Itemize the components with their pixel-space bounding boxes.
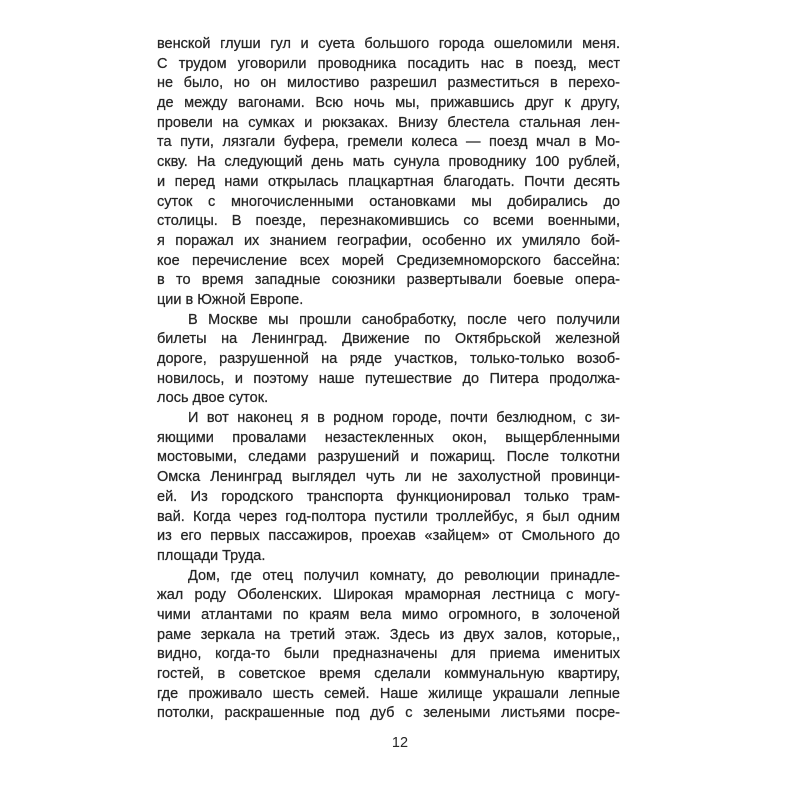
text-line: ции в Южной Европе. <box>157 291 304 308</box>
text-line: кое перечисление всех морей Средиземноморского бассейна: <box>157 252 620 269</box>
paragraph <box>157 409 620 567</box>
text-line: дороге, разрушенной на ряде участков, только-только возоб- <box>157 351 620 367</box>
text-line: в то время западные союзники развертывали боевые опера- <box>157 272 620 289</box>
text-line: провели на сумках и рюкзаках. Внизу блестела стальная лен- <box>157 114 620 131</box>
text-line: видно, когда-то были предназначены для приема именитых <box>157 646 620 663</box>
text-line: суток с многочисленными остановками мы добирались до <box>157 193 620 210</box>
text-line: С трудом уговорили проводника посадить нас в поезд, мест <box>157 55 620 72</box>
text-line: чими атлантами по краям вела мимо огромного, в золоченой <box>157 606 620 623</box>
text-line: площади Труда. <box>157 547 266 564</box>
text-line: жал роду Оболенских. Широкая мраморная лестница с могу- <box>157 587 620 604</box>
text-line: лось двое суток. <box>157 390 269 407</box>
text-line: де между вагонами. Всю ночь мы, прижавшись друг к другу, <box>157 95 620 112</box>
text-line: не было, но он милостиво разрешил разместиться в перехо- <box>157 75 620 92</box>
text-line: и перед нами открылась плацкартная благодать. Почти десять <box>157 173 620 190</box>
paragraph <box>157 35 620 311</box>
text-line: столицы. В поезде, перезнакомившись со всеми военными, <box>157 213 620 230</box>
text-line: Дом, где отец получил комнату, до революции принадле- <box>188 567 620 584</box>
text-line: ей. Из городского транспорта функционировал только трам- <box>157 488 620 505</box>
text-line: Омска Ленинград выглядел чуть ли не захолустной провинци- <box>157 469 620 486</box>
text-line: вай. Когда через год-полтора пустили троллейбус, я был одним <box>157 508 620 525</box>
paragraph <box>157 567 620 725</box>
text-line: скву. На следующий день мать сунула проводнику 100 рублей, <box>157 154 620 171</box>
text-line: я поражал их знанием географии, особенно их умиляло бой- <box>157 232 620 249</box>
body-text <box>157 35 620 724</box>
text-line: венской глуши гул и суета большого города ошеломили меня. <box>157 36 620 52</box>
text-line: гостей, в советское время сделали коммунальную квартиру, <box>157 666 620 682</box>
text-line: мостовыми, следами разрушений и пожарищ. После толкотни <box>157 449 620 466</box>
page-number: 12 <box>391 735 409 751</box>
text-line: В Москве мы прошли санобработку, после чего получили <box>188 311 620 328</box>
text-line: где проживало шесть семей. Наше жилище украшали лепные <box>157 685 620 702</box>
text-line: яющими провалами незастекленных окон, выщербленными <box>157 429 620 446</box>
text-line: раме зеркала на третий этаж. Здесь из двух залов, которые,, <box>157 626 620 643</box>
text-line: новилось, и поэтому наше путешествие до Питера продолжа- <box>157 370 620 387</box>
text-line: потолки, раскрашенные под дуб с зелеными листьями посре- <box>157 705 620 722</box>
text-line: из его первых пассажиров, проехав «зайцем» от Смольного до <box>157 528 620 545</box>
text-line: И вот наконец я в родном городе, почти безлюдном, с зи- <box>188 410 620 427</box>
text-line: та пути, лязгали буфера, гремели колеса — поезд мчал в Мо- <box>157 134 620 151</box>
text-line: билеты на Ленинград. Движение по Октябрьской железной <box>157 331 620 348</box>
paragraph <box>157 311 620 409</box>
